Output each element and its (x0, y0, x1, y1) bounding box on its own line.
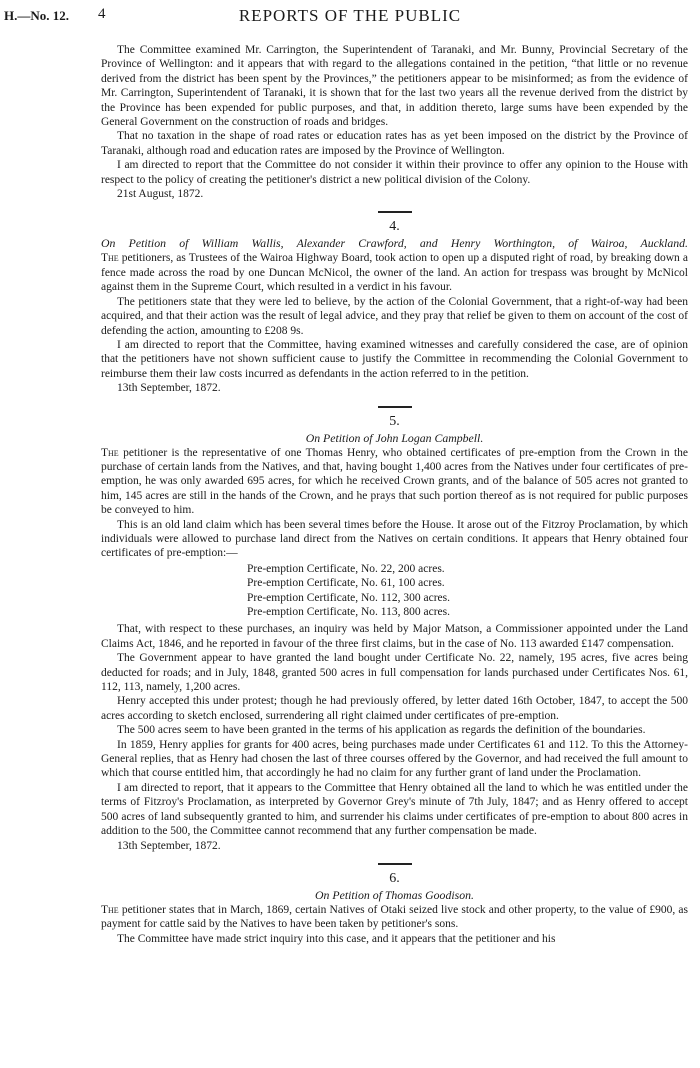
paragraph-text: petitioner is the representative of one Thomas Henry, who obtained certificates of pre-emption from the Crown in the purchase of certain lands from the Natives, and that, having bought 1,400 acres from the Natives under four certificates of pre-emption, he was only awarded 695 acres, for which he received Crown grants, and of the balance of 505 acres not granted to him, 145 acres are still in the hands of the Crown, and he prays that such portion thereof as is not required for public purposes be conveyed to him. (101, 446, 689, 517)
paragraph: I am directed to report, that it appears to the Committee that Henry obtained all the land to which he was entitled under the terms of Fitzroy's Proclamation, as interpreted by Governor Grey's minute of 7th July, 1847; and as Henry offered to accept 500 acres of land subsequently granted to him, and surrender his claims under certificates of pre-emption to about 800 acres in addition to the 500, the Committee cannot recommend that any further compensation be made. (101, 781, 688, 838)
paragraph: That, with respect to these purchases, an inquiry was held by Major Matson, a Commissioner appointed under the Land Claims Act, 1846, and he reported in favour of the three first claims, but in the case of No. 113 awarded £147 compensation. (101, 623, 688, 650)
paragraph (101, 903, 688, 932)
certificate-item: Pre-emption Certificate, No. 113, 800 acres. (247, 606, 450, 618)
paragraph-text: petitioners, as Trustees of the Wairoa Highway Board, took action to open up a disputed right of road, by breaking down a fence made across the road by one Duncan McNicol, the owner of the land. An action for trespass was brought by McNicol against them in the Supreme Court, which resulted in a verdict in his favour. (101, 252, 688, 294)
report-section-6 (101, 870, 688, 946)
certificate-item: Pre-emption Certificate, No. 61, 100 acres. (247, 577, 445, 590)
certificate-item: Pre-emption Certificate, No. 22, 200 acres. (247, 562, 445, 575)
document-body (101, 43, 688, 946)
lead-word: The (101, 903, 119, 916)
section-divider (378, 211, 412, 213)
section-divider (378, 406, 412, 408)
paragraph (101, 251, 688, 294)
report-section-4 (101, 218, 688, 395)
paragraph: The 500 acres seem to have been granted in the terms of his application as regards the definition of the boundaries. (117, 724, 646, 737)
report-date: 13th September, 1872. (117, 839, 221, 852)
report-date: 13th September, 1872. (117, 382, 221, 395)
paragraph: I am directed to report that the Committee do not consider it within their province to offer any opinion to the House with respect to the policy of creating the petitioner's district a new political division of the Colony. (101, 159, 688, 186)
section-number: 5. (389, 413, 400, 429)
running-title: REPORTS OF THE PUBLIC (238, 6, 462, 25)
section-divider (378, 863, 412, 865)
petition-title: On Petition of William Wallis, Alexander Crawford, and Henry Worthington, of Wairoa, Auckland. (101, 236, 688, 251)
page-header (0, 4, 700, 26)
report-date: 21st August, 1872. (117, 188, 204, 201)
report-section-5 (101, 413, 688, 853)
paragraph: That no taxation in the shape of road rates or education rates has as yet been imposed on the district by the Province of Taranaki, although road and education rates are imposed by the Province of Wellington. (101, 130, 688, 157)
section-number: 6. (389, 870, 400, 886)
paragraph: I am directed to report that the Committee, having examined witnesses and carefully considered the case, are of opinion that the petitioners have not shown sufficient cause to justify the Committee in recommending the Colonial Government to reimburse them their law costs incurred as defendants in the action referred to in the petition. (101, 338, 688, 380)
paragraph (101, 446, 688, 518)
lead-word: The (101, 252, 119, 265)
page-number: 4 (98, 6, 106, 22)
paragraph: The Government appear to have granted the land bought under Certificate No. 22, namely, 195 acres, five acres being deducted for roads; and in July, 1848, granted 500 acres in full compensation for lands purchased under Certificates Nos. 61, 112, 113, namely, 1,200 acres. (101, 652, 688, 694)
paper-reference: H.—No. 12. (4, 8, 69, 23)
lead-word: The (101, 446, 119, 459)
paragraph: The Committee have made strict inquiry into this case, and it appears that the petitioner and his (117, 932, 556, 945)
paragraph: The Committee examined Mr. Carrington, the Superintendent of Taranaki, and Mr. Bunny, Provincial Secretary of the Province of Wellington: and it appears that with regard to the allegations contained in the petition, “that little or no revenue derived from the district has been spent by the Provinces,” the petitioners appear to be misinformed; as from the evidence of Mr. Carrington, Superintendent of Taranaki, it is shown that for the last two years all the revenue derived from the district by the Province has been expended for public purposes, and that, in addition thereto, large sums have been expended by the General Government on the construction of roads and bridges. (101, 44, 688, 129)
petition-title: On Petition of John Logan Campbell. (305, 430, 484, 445)
petition-title: On Petition of Thomas Goodison. (315, 887, 474, 902)
section-number: 4. (389, 219, 400, 235)
paragraph: Henry accepted this under protest; though he had previously offered, by letter dated 16th October, 1847, to accept the 500 acres according to sketch enclosed, surrendering all right claimed under certificates of pre-emption. (101, 695, 688, 722)
paragraph: The petitioners state that they were led to believe, by the action of the Colonial Government, that a right-of-way had been acquired, and that their action was the result of legal advice, and they pray that relief be given to them on account of the cost of defending the action, amounting to £208 9s. (101, 295, 688, 337)
paragraph: In 1859, Henry applies for grants for 400 acres, being purchases made under Certificates 61 and 112. To this the Attorney-General replies, that as Henry had chosen the last of three courses offered by the Governor, and had received the full amount to which that course entitled him, that accordingly he had no claim for any further grant of land under the Proclamation. (101, 738, 688, 780)
paragraph: This is an old land claim which has been several times before the House. It arose out of the Fitzroy Proclamation, by which individuals were allowed to purchase land direct from the Natives on certain conditions. It appears that Henry obtained four certificates of pre-emption:— (101, 518, 688, 560)
certificate-list (101, 562, 688, 620)
paragraph-text: petitioner states that in March, 1869, certain Natives of Otaki seized live stock and other property, to the value of £900, as payment for cattle said by the Natives to have been taken by petitioner's sons. (101, 903, 688, 931)
report-section-3 (101, 43, 688, 201)
certificate-item: Pre-emption Certificate, No. 112, 300 acres. (247, 591, 450, 604)
